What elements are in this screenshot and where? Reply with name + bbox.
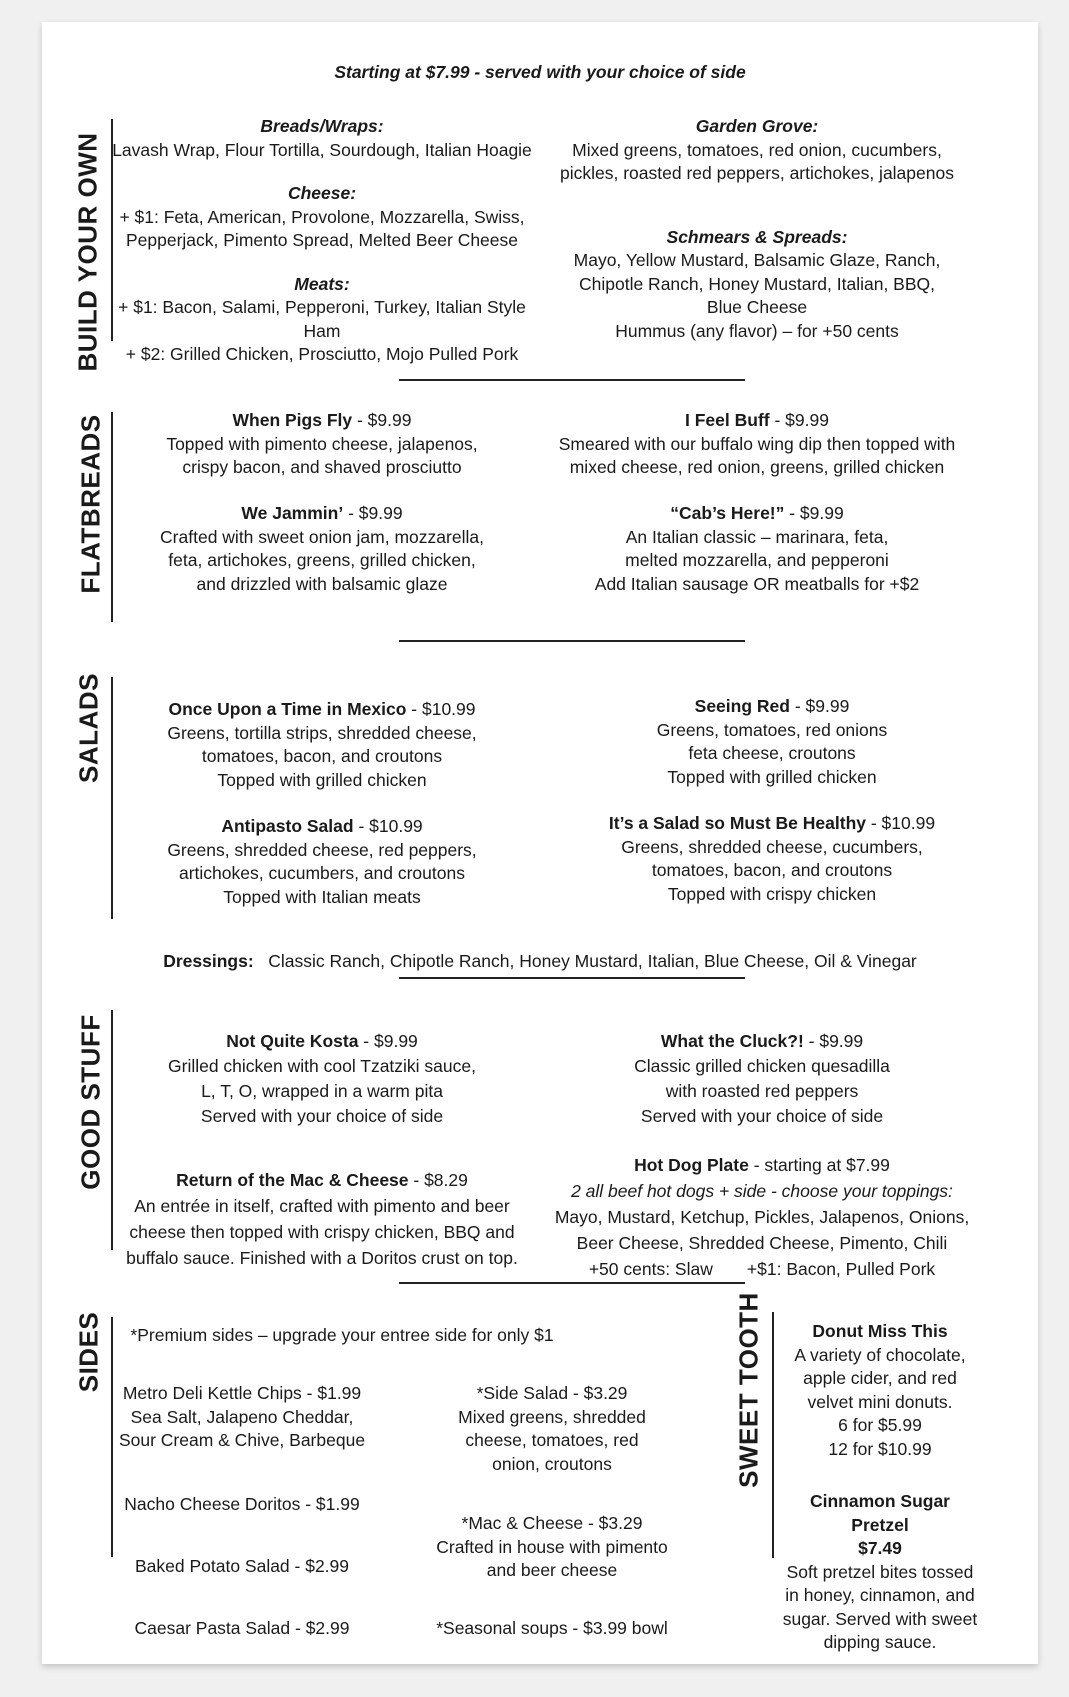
item-name: Once Upon a Time in Mexico [168,699,407,719]
schmears-heading: Schmears & Spreads: [666,226,848,247]
section-separator [399,1282,745,1284]
side-salad-item [422,1382,682,1476]
item-description: feta, artichokes, greens, grilled chicken, [168,550,476,570]
item-description: velvet mini donuts. [807,1391,953,1412]
side-description: cheese, tomatoes, red [465,1430,639,1450]
item-price: - $10.99 [406,699,476,719]
item-price: - $9.99 [352,410,412,430]
flatbread-item [112,409,532,480]
premium-sides-note: *Premium sides – upgrade your entree side for only $1 [130,1325,554,1345]
item-name: Return of the Mac & Cheese [176,1170,409,1190]
item-price: 6 for $5.99 [838,1415,922,1435]
item-description: A variety of chocolate, [794,1344,966,1365]
item-italic-note: 2 all beef hot dogs + side - choose your toppings: [571,1181,953,1201]
item-name: Seeing Red [694,696,790,716]
item-description: tomatoes, bacon, and croutons [201,746,443,766]
item-description: Crafted with sweet onion jam, mozzarella, [160,526,484,547]
item-description: Greens, tortilla strips, shredded cheese, [167,722,477,743]
item-name: Not Quite Kosta [226,1031,359,1051]
item-price: - $9.99 [784,503,844,523]
item-description: Grilled chicken with cool Tzatziki sauce, [168,1056,476,1076]
item-price: 12 for $10.99 [828,1438,932,1459]
flatbread-item [542,502,972,596]
item-description: Topped with crispy chicken [667,883,877,904]
item-description: cheese then topped with crispy chicken, BBQ and [129,1222,515,1242]
spacer [112,162,532,182]
caesar-salad-item: Caesar Pasta Salad - $2.99 [134,1618,350,1638]
item-description: Topped with Italian meats [223,886,421,907]
item-description: apple cider, and red [803,1368,957,1388]
item-name: What the Cluck?! [660,1031,804,1051]
salads-title: SALADS [73,673,104,783]
donut-item [780,1320,980,1461]
item-description: dipping sauce. [823,1632,937,1652]
sides-title: SIDES [73,1311,104,1393]
schmears-line: Mayo, Yellow Mustard, Balsamic Glaze, Ranch, [573,250,941,270]
meats-heading: Meats: [294,273,350,294]
item-description: An entrée in itself, crafted with pimento and beer [134,1196,510,1216]
cheese-heading: Cheese: [287,183,357,203]
side-description: Crafted in house with pimento [436,1536,668,1557]
pretzel-item [780,1490,980,1655]
dressings-text: Classic Ranch, Chipotle Ranch, Honey Mustard, Italian, Blue Cheese, Oil & Vinegar [268,951,917,971]
good-stuff-title: GOOD STUFF [75,1014,106,1190]
item-name: When Pigs Fly [232,410,353,430]
flatbreads-title: FLATBREADS [75,414,106,594]
side-name: Metro Deli Kettle Chips - $1.99 [122,1383,362,1403]
flatbread-item [112,502,532,596]
build-your-own-title: BUILD YOUR OWN [72,132,103,372]
item-description: Add Italian sausage OR meatballs for +$2 [594,573,920,594]
section-divider-vertical [772,1312,774,1558]
item-description: Greens, shredded cheese, red peppers, [167,839,477,860]
side-name: *Side Salad - $3.29 [476,1383,628,1403]
meats-line: + $2: Grilled Chicken, Prosciutto, Mojo Pulled Pork [125,344,519,364]
salad-item [112,698,532,792]
section-separator [399,640,745,642]
side-description: Sea Salt, Jalapeno Cheddar, [130,1406,354,1427]
item-addon: +50 cents: Slaw [588,1259,713,1279]
sweet-tooth-title: SWEET TOOTH [733,1292,764,1488]
salad-item [557,695,987,789]
section-separator [399,977,745,979]
mac-cheese-item [112,1167,532,1271]
item-price: - $9.99 [358,1031,418,1051]
potato-salad-item: Baked Potato Salad - $2.99 [134,1556,350,1576]
item-name: Donut Miss This [812,1321,948,1341]
kosta-item [112,1029,532,1129]
schmears-line: Blue Cheese [706,297,808,317]
item-price: - $9.99 [789,696,850,716]
spacer [542,186,972,226]
breads-heading: Breads/Wraps: [260,116,384,136]
item-description: sugar. Served with sweet [782,1608,978,1629]
item-price: - $10.99 [866,813,936,833]
item-price: - $10.99 [353,816,423,836]
item-price: - $9.99 [803,1031,864,1051]
item-description: Smeared with our buffalo wing dip then topped with [558,433,956,454]
item-description: artichokes, cucumbers, and croutons [179,863,465,883]
breads-text: Lavash Wrap, Flour Tortilla, Sourdough, Italian Hoagie [112,139,532,160]
item-price: $7.49 [858,1538,902,1558]
meats-line: + $1: Bacon, Salami, Pepperoni, Turkey, Italian Style Ham [118,297,526,341]
garden-line: Mixed greens, tomatoes, red onion, cucumbers, [572,139,942,160]
item-addon: +$1: Bacon, Pulled Pork [746,1259,936,1279]
item-name: I Feel Buff [685,410,770,430]
item-description: Soft pretzel bites tossed [786,1561,974,1582]
byo-left-column [112,115,532,367]
garden-line: pickles, roasted red peppers, artichokes, jalapenos [560,163,954,183]
spacer [112,253,532,273]
item-description: mixed cheese, red onion, greens, grilled chicken [569,457,945,477]
seasonal-soups-item: *Seasonal soups - $3.99 bowl [436,1618,668,1638]
salad-item [112,815,532,909]
side-description: and beer cheese [486,1560,618,1580]
item-description: Mayo, Mustard, Ketchup, Pickles, Jalapenos, Onions, [554,1207,970,1227]
item-name: Antipasto Salad [221,816,354,836]
item-name: “Cab’s Here!” [670,503,785,523]
item-description: buffalo sauce. Finished with a Doritos crust on top. [126,1248,518,1268]
starting-price-note: Starting at $7.99 - served with your choice of side [334,62,746,82]
item-description: Beer Cheese, Shredded Cheese, Pimento, Chili [576,1233,948,1253]
item-description: in honey, cinnamon, and [785,1585,975,1605]
item-description: An Italian classic – marinara, feta, [625,526,889,547]
item-description: Greens, shredded cheese, cucumbers, [621,836,923,857]
item-description: Served with your choice of side [200,1106,444,1126]
item-description: L, T, O, wrapped in a warm pita [201,1081,443,1101]
item-description: feta cheese, croutons [688,743,856,763]
cheese-line: Pepperjack, Pimento Spread, Melted Beer Cheese [125,230,519,250]
item-name: Cinnamon Sugar Pretzel [809,1491,950,1535]
dressings-line [42,950,1038,974]
item-description: Classic grilled chicken quesadilla [634,1056,890,1076]
schmears-line: Hummus (any flavor) – for +50 cents [615,320,899,341]
cluck-item [562,1029,962,1129]
kettle-chips-item [112,1382,372,1453]
flatbread-item [542,409,972,480]
dressings-label: Dressings: [163,951,254,971]
item-price: - starting at $7.99 [748,1155,890,1175]
side-name: *Mac & Cheese - $3.29 [461,1513,643,1533]
item-price: - $9.99 [343,503,403,523]
item-description: and drizzled with balsamic glaze [196,573,448,594]
item-description: Served with your choice of side [640,1106,884,1126]
item-price: - $9.99 [769,410,829,430]
item-name: It’s a Salad so Must Be Healthy [608,813,866,833]
byo-right-column [542,115,972,343]
item-description: crispy bacon, and shaved prosciutto [182,457,462,477]
item-description: Topped with pimento cheese, jalapenos, [166,433,478,454]
item-description: Greens, tomatoes, red onions [656,719,888,740]
section-separator [399,379,745,381]
item-description: melted mozzarella, and pepperoni [625,550,889,570]
side-description: Sour Cream & Chive, Barbeque [118,1430,366,1450]
item-description: tomatoes, bacon, and croutons [651,860,893,880]
garden-heading: Garden Grove: [695,116,819,136]
item-description: Topped with grilled chicken [217,769,427,790]
side-description: Mixed greens, shredded [458,1406,646,1427]
item-description: with roasted red peppers [665,1081,859,1101]
hot-dog-item [542,1152,982,1282]
item-description: Topped with grilled chicken [667,766,877,787]
menu-page [42,22,1038,1664]
item-name: Hot Dog Plate [634,1155,749,1175]
cheese-line: + $1: Feta, American, Provolone, Mozzarella, Swiss, [119,206,525,227]
item-price: - $8.29 [408,1170,468,1190]
mac-cheese-side-item [422,1512,682,1583]
side-description: onion, croutons [492,1453,612,1474]
doritos-item: Nacho Cheese Doritos - $1.99 [124,1494,360,1514]
item-name: We Jammin’ [241,503,344,523]
schmears-line: Chipotle Ranch, Honey Mustard, Italian, BBQ, [578,273,935,294]
salad-item [557,812,987,906]
